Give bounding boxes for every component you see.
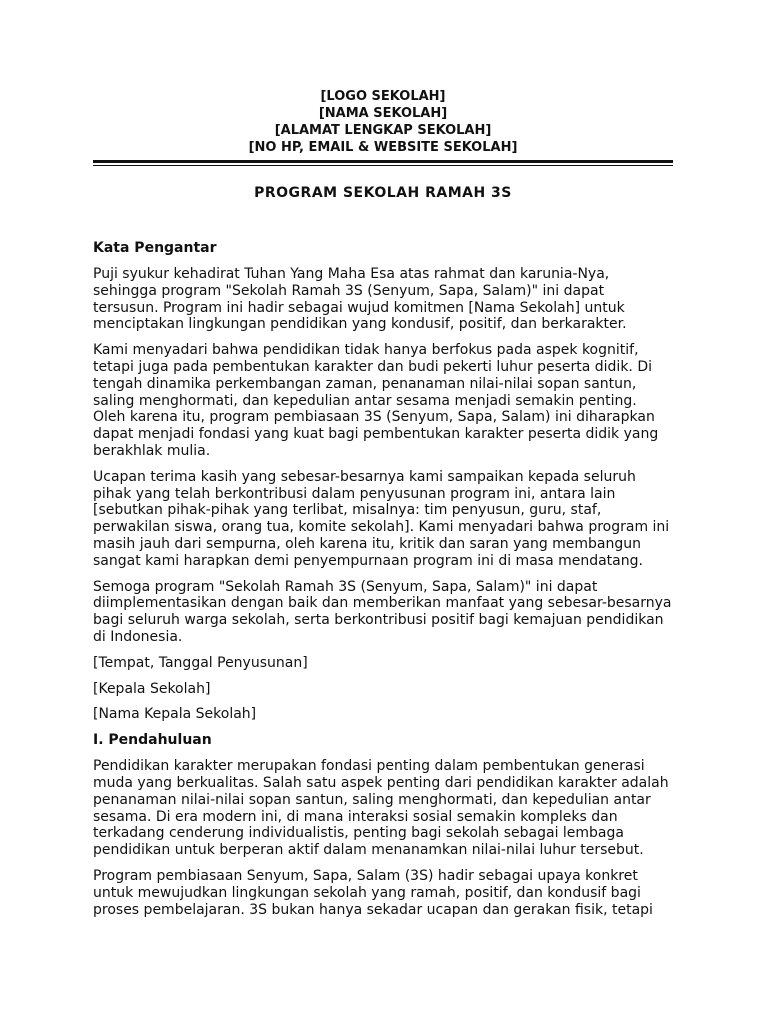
principal-name: [Nama Kepala Sekolah] [93,706,257,723]
school-logo-placeholder: [LOGO SEKOLAH] [320,89,446,104]
paragraph: Ucapan terima kasih yang sebesar-besarnya kami sampaikan kepada seluruh pihak yang telah berkontribusi dalam penyusunan program ini, antara lain [sebutkan pihak-pihak yang terlibat, misalnya: tim penyusun, guru, staf, perwakilan siswa, orang tua, komite sekolah]. Kami menyadari bahwa program ini masih jauh dari sempurna, oleh karena itu, kritik dan saran yang membangun sangat kami harapkan demi penyempurnaan program ini di masa mendatang. [93,468,670,569]
document-page [93,88,673,918]
section-heading-pendahuluan: I. Pendahuluan [93,732,212,749]
paragraph: Semoga program "Sekolah Ramah 3S (Senyum, Sapa, Salam)" ini dapat diimplementasikan dengan baik dan memberikan manfaat yang sebesar-besarnya bagi seluruh warga sekolah, serta berkontribusi positif bagi kemajuan pendidikan di Indonesia. [93,578,672,645]
school-name: [NAMA SEKOLAH] [318,106,448,121]
school-address: [ALAMAT LENGKAP SEKOLAH] [274,123,492,138]
paragraph: Kami menyadari bahwa pendidikan tidak hanya berfokus pada aspek kognitif, tetapi juga pada pembentukan karakter dan budi pekerti luhur peserta didik. Di tengah dinamika perkembangan zaman, penanaman nilai-nilai sopan santun, saling menghormati, dan kepedulian antar sesama menjadi semakin penting. Oleh karena itu, program pembiasaan 3S (Senyum, Sapa, Salam) ini diharapkan dapat menjadi fondasi yang kuat bagi pembentukan karakter peserta didik yang berakhlak mulia. [93,342,659,459]
principal-title: [Kepala Sekolah] [93,680,211,697]
divider-thick-line [93,160,673,163]
school-contact: [NO HP, EMAIL & WEBSITE SEKOLAH] [248,140,518,155]
document-title: PROGRAM SEKOLAH RAMAH 3S [254,185,512,201]
paragraph: Program pembiasaan Senyum, Sapa, Salam (3S) hadir sebagai upaya konkret untuk mewujudkan lingkungan sekolah yang ramah, positif, dan kondusif bagi proses pembelajaran. 3S bukan hanya sekadar ucapan dan gerakan fisik, tetapi [93,867,653,918]
paragraph: Puji syukur kehadirat Tuhan Yang Maha Esa atas rahmat dan karunia-Nya, sehingga program "Sekolah Ramah 3S (Senyum, Sapa, Salam)" ini dapat tersusun. Program ini hadir sebagai wujud komitmen [Nama Sekolah] untuk menciptakan lingkungan pendidikan yang kondusif, positif, dan berkarakter. [93,266,627,333]
letterhead [93,88,673,156]
place-date: [Tempat, Tanggal Penyusunan] [93,654,308,671]
letterhead-divider [93,160,673,166]
section-heading-kata-pengantar: Kata Pengantar [93,240,217,256]
divider-thin-line [93,165,673,166]
paragraph: Pendidikan karakter merupakan fondasi penting dalam pembentukan generasi muda yang berkualitas. Salah satu aspek penting dari pendidikan karakter adalah penanaman nilai-nilai sopan santun, saling menghormati, dan kepedulian antar sesama. Di era modern ini, di mana interaksi sosial semakin kompleks dan terkadang cenderung individualistis, penting bagi sekolah sebagai lembaga pendidikan untuk berperan aktif dalam menanamkan nilai-nilai luhur tersebut. [93,758,669,859]
